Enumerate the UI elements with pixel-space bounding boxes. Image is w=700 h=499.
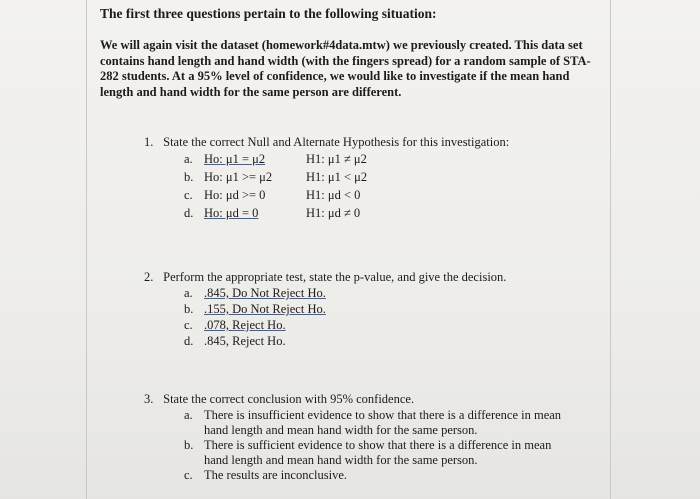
q1-option-d-letter: d. xyxy=(184,206,194,220)
q2-option-a-letter: a. xyxy=(184,286,193,300)
q1-option-b-null: Ho: μ1 >= μ2 xyxy=(204,170,273,184)
situation-paragraph: We will again visit the dataset (homework#4data.mtw) we previously created. This data set contains hand length and hand width (with the fingers spread) for a random sample of STA-282 students. At a 95% level of confidence, we would like to investigate if the mean hand length and hand width for the same person are different. xyxy=(100,38,591,99)
q3-option-b[interactable] xyxy=(184,438,570,467)
question-3 xyxy=(144,392,414,407)
q2-option-b-letter: b. xyxy=(184,302,194,316)
q2-option-c-text: .078, Reject Ho. xyxy=(204,318,286,332)
q2-option-b-text: .155, Do Not Reject Ho. xyxy=(204,302,326,316)
q1-option-a-alt: H1: μ1 ≠ μ2 xyxy=(306,152,367,166)
q2-option-a[interactable] xyxy=(184,286,326,301)
question-1-number: 1. xyxy=(144,135,154,149)
q2-option-d-letter: d. xyxy=(184,334,194,348)
q2-option-c-letter: c. xyxy=(184,318,193,332)
q3-option-c-letter: c. xyxy=(184,468,193,482)
q1-option-a[interactable] xyxy=(184,152,265,167)
question-2-text: Perform the appropriate test, state the p-value, and give the decision. xyxy=(163,270,507,284)
q2-option-a-text: .845, Do Not Reject Ho. xyxy=(204,286,326,300)
q3-option-b-letter: b. xyxy=(184,438,194,452)
q2-option-d-text: .845, Reject Ho. xyxy=(204,334,286,348)
q3-option-a[interactable] xyxy=(184,408,570,437)
q2-option-d[interactable] xyxy=(184,334,286,349)
question-2 xyxy=(144,270,506,285)
q1-option-b[interactable] xyxy=(184,170,272,185)
left-border-line xyxy=(86,0,87,499)
q1-option-c-null: Ho: μd >= 0 xyxy=(204,188,266,202)
q3-option-a-letter: a. xyxy=(184,408,193,422)
q3-option-a-text: There is insufficient evidence to show that there is a difference in mean hand length and mean hand width for the same person. xyxy=(204,408,562,437)
q2-option-b[interactable] xyxy=(184,302,326,317)
q1-option-b-alt: H1: μ1 < μ2 xyxy=(306,170,368,184)
q1-option-d-alt: H1: μd ≠ 0 xyxy=(306,206,361,220)
question-3-text: State the correct conclusion with 95% confidence. xyxy=(163,392,415,406)
question-3-number: 3. xyxy=(144,392,154,406)
q3-option-c-text: The results are inconclusive. xyxy=(204,468,348,482)
q1-option-a-null: Ho: μ1 = μ2 xyxy=(204,152,266,166)
q2-option-c[interactable] xyxy=(184,318,286,333)
question-2-number: 2. xyxy=(144,270,154,284)
section-heading: The first three questions pertain to the following situation: xyxy=(100,6,437,21)
question-1-text: State the correct Null and Alternate Hypothesis for this investigation: xyxy=(163,135,510,149)
right-border-line xyxy=(610,0,611,499)
q1-option-d[interactable] xyxy=(184,206,258,221)
question-1 xyxy=(144,135,509,150)
q1-option-c[interactable] xyxy=(184,188,265,203)
q1-option-d-null: Ho: μd = 0 xyxy=(204,206,259,220)
q3-option-b-text: There is sufficient evidence to show that there is a difference in mean hand length and mean hand width for the same person. xyxy=(204,438,552,467)
q1-option-c-alt: H1: μd < 0 xyxy=(306,188,361,202)
q1-option-b-letter: b. xyxy=(184,170,194,184)
q1-option-a-letter: a. xyxy=(184,152,193,166)
q3-option-c[interactable] xyxy=(184,468,347,483)
q1-option-c-letter: c. xyxy=(184,188,193,202)
